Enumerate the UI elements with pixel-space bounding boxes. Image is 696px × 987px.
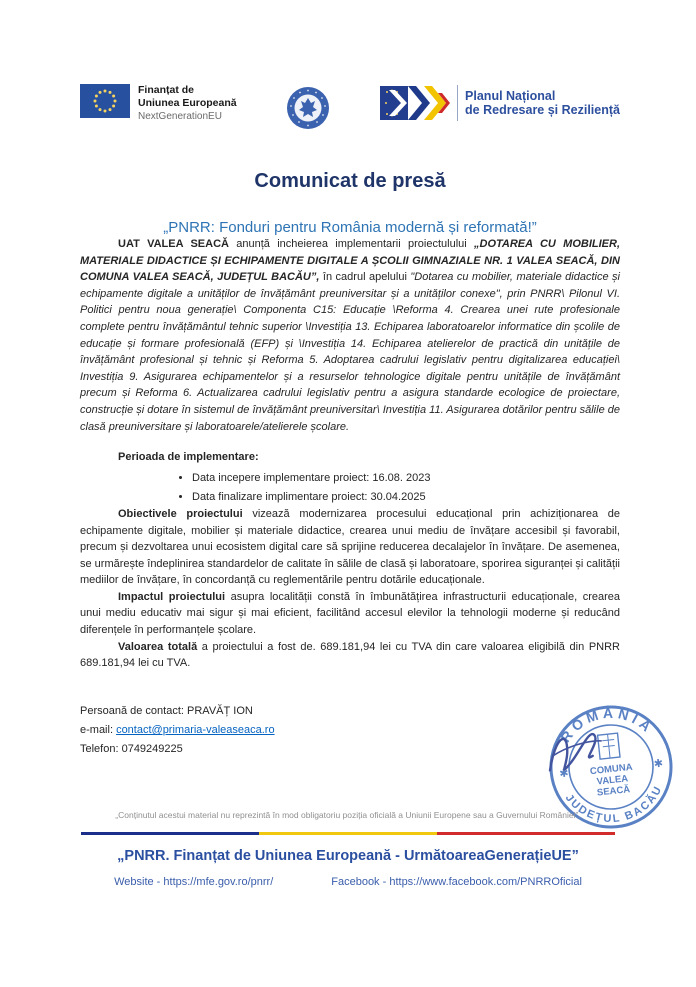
email-label: e-mail: (80, 724, 117, 737)
page-subtitle: „PNRR: Fonduri pentru România modernă și reformată!” (163, 219, 537, 236)
page-title: Comunicat de presă (254, 170, 446, 192)
objectives-paragraph (80, 506, 620, 589)
contact-person: Persoană de contact: PRAVĂȚ ION (80, 704, 253, 717)
tricolor-red-segment (437, 832, 615, 835)
eu-flag-icon (80, 84, 130, 118)
document-body (80, 236, 620, 672)
stamp-center-line1: COMUNA (589, 761, 634, 778)
facebook-link[interactable]: Facebook - https://www.facebook.com/PNRROficial (331, 876, 582, 888)
pnrr-logo-text (465, 89, 620, 118)
impact-text: asupra localității constă în îmbunătățirea infrastructurii educaționale, crearea unui mediu educativ mai sigur și mai eficient, facilitând accesul elevilor la tehnologii moderne și reducând diferențele în performanțele școlare. (80, 590, 620, 637)
impact-lead: Impactul proiectului (118, 590, 226, 603)
eu-funding-logo (80, 84, 237, 124)
disclaimer-text: „Conținutul acestui material nu reprezintă în mod obligatoriu poziția oficială a Uniunii Europene sau a Guvernului României”. (115, 810, 581, 820)
footer (0, 810, 696, 888)
stamp-top-text: ROMÂNIA (557, 704, 658, 746)
stamp-center-line2: VALEA (596, 773, 629, 788)
tricolor-yellow-segment (259, 832, 437, 835)
tricolor-blue-segment (81, 832, 259, 835)
implementation-heading: Perioada de implementare: (118, 451, 259, 464)
stamp-star-right: ✱ (653, 757, 664, 771)
eu-logo-text (138, 84, 237, 124)
pnrr-arrows-icon (380, 84, 450, 122)
government-seal-icon (286, 86, 330, 135)
list-item: • Data finalizare implimentare proiect: 30.04.2025 (192, 489, 620, 506)
intro-paragraph (80, 236, 620, 435)
website-link[interactable]: Website - https://mfe.gov.ro/pnrr/ (114, 876, 274, 888)
pnrr-logo-line1: Planul Național (465, 88, 556, 103)
header-logos (80, 84, 620, 142)
objectives-lead: Obiectivele proiectului (118, 507, 243, 520)
email-link[interactable]: contact@primaria-valeaseaca.ro (116, 724, 275, 737)
footer-links (0, 876, 696, 888)
eu-logo-line3: NextGenerationEU (138, 111, 222, 123)
pnrr-logo (380, 84, 620, 122)
intro-run4: în cadrul apelului (319, 271, 411, 284)
eu-logo-line1: Finanțat de (138, 84, 195, 96)
project-title: „DOTAREA CU MOBILIER, MATERIALE DIDACTICE ȘI ECHIPAMENTE DIGITALE A ȘCOLII GIMNAZIALE NR. 1 VALEA SEACĂ, DIN COMUNA VALEA SEACĂ, JUDEȚUL BACĂU”, (80, 238, 621, 284)
objectives-text: vizează modernizarea procesului educațional prin achiziționarea de echipamente digitale, mobilier și materiale didactice, crearea unui mediu de învățare accesibil și favorabil, precum și dezvoltarea unui ecosistem digital care să sprijine reducerea decalajelor în învățare. De asemenea, se urmărește îndeplinirea standardelor de calitate în sălile de clasă și laboratoare, sporirea siguranței și calității mediilor de învățare, în concordanță cu reglementările pentru dotările educaționale. (80, 507, 620, 587)
pnrr-logo-divider (457, 85, 459, 121)
stamp-star-left: ✱ (558, 767, 570, 781)
list-item: • Data incepere implementare proiect: 16.08. 2023 (192, 470, 620, 487)
contact-phone: Telefon: 0749249225 (80, 743, 183, 756)
eu-logo-line2: Uniunea Europeană (138, 97, 237, 110)
footer-title: „PNRR. Finanțat de Uniunea Europeană - UrmătoareaGenerațieUE” (117, 848, 579, 864)
beneficiary-name: UAT VALEA SEACĂ (118, 238, 229, 250)
stamp-bottom-text: JUDEȚUL BACĂU (562, 783, 665, 826)
stamp-center-line3: SEACĂ (596, 784, 631, 799)
total-value-paragraph (80, 639, 620, 672)
total-value-text: a proiectului a fost de. 689.181,94 lei cu TVA din care valoarea eligibilă din PNRR 689.181,94 lei cu TVA. (80, 640, 620, 670)
impact-paragraph (80, 589, 620, 639)
total-value-lead: Valoarea totală (118, 640, 198, 653)
call-description: "Dotarea cu mobilier, materiale didactice și echipamente digitale a unităților de învățământ preuniversitar și a unităților conexe", prin PNRR\ Pilonul VI. Politici pentru noua generație\ Componenta C15: Educație \Reforma 4. Crearea unei rute profesionale complete pentru învățământul tehnic superior \Investiția 13. Echiparea laboratoarelor informatice din școlile de educație și formare profesională (EFP) și \Investiția 14. Echiparea atelierelor de practică din unitățile de învățământ profesional și tehnic și Reforma 5. Adoptarea cadrului legislativ pentru digitalizarea educației\ Investiția 9. Asigurarea echipamentelor și a resurselor tehnologice digitale pentru unitățile de învățământ precum și Reforma 6. Actualizarea cadrului legislativ pentru a asigura standarde ecologice de proiectare, construcție și dotare în sistemul de învățământ preuniversitar\ Investiția 11. Asigurarea dotărilor pentru sălile de clasă preuniversitare și laboratoarele/atelierele școlare. (80, 271, 620, 433)
tricolor-divider (81, 832, 615, 835)
pnrr-logo-line2: de Redresare și Reziliență (465, 103, 620, 117)
implementation-list (80, 470, 620, 506)
intro-run2: anunță incheierea implementarii proiectulului (228, 238, 475, 250)
